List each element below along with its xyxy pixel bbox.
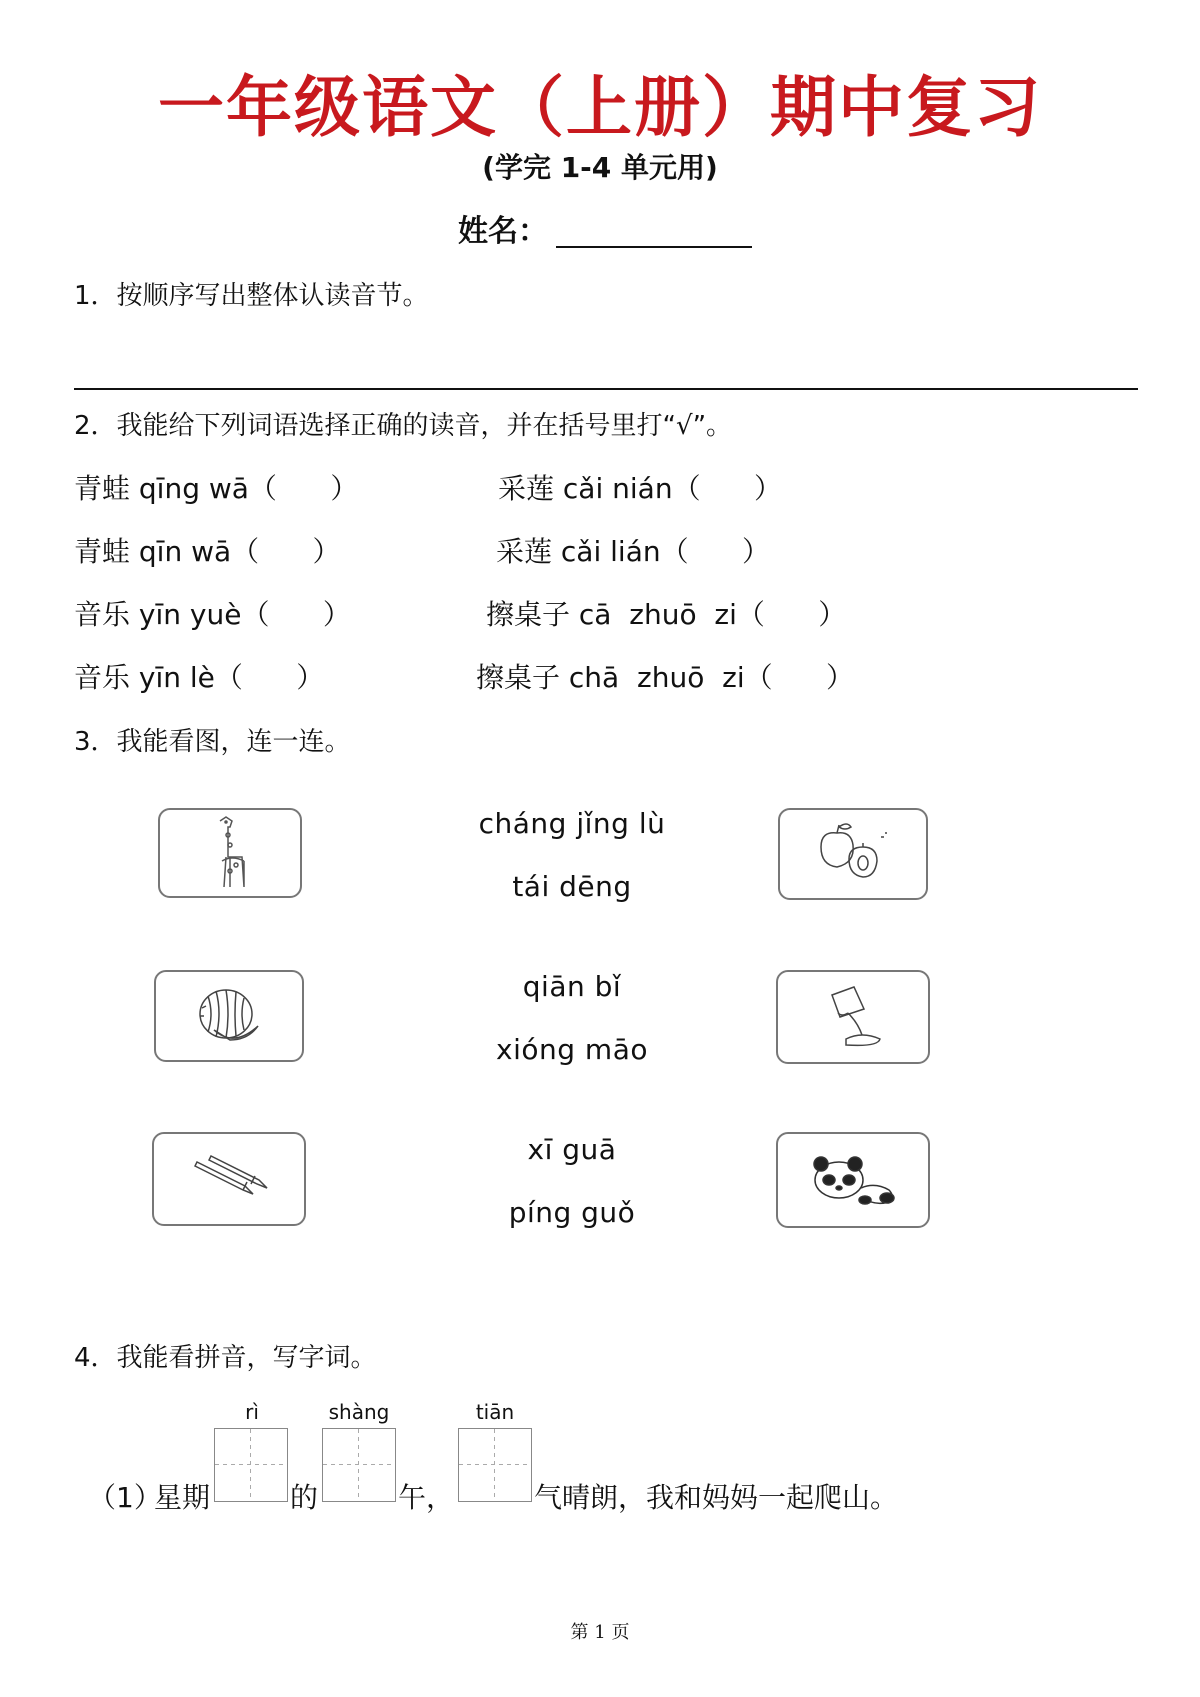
write-box-shang[interactable] — [322, 1428, 396, 1502]
page-number: 第 1 页 — [570, 1622, 630, 1643]
desk-lamp-icon — [818, 979, 888, 1055]
hint-pinyin-shang: shàng — [328, 1400, 390, 1424]
pinyin-ping-guo[interactable]: píng guǒ — [508, 1196, 636, 1229]
option-cha-zhuo-zi[interactable]: 擦桌子 chā zhuō zi（ ） — [476, 661, 855, 694]
pinyin-tai-deng[interactable]: tái dēng — [512, 870, 632, 903]
write-box-tian[interactable] — [458, 1428, 532, 1502]
question-4: 4．我能看拼音，写字词。 — [74, 1343, 377, 1373]
option-cai-nian[interactable]: 采莲 cǎi nián（ ） — [498, 472, 782, 505]
option-yin-yue[interactable]: 音乐 yīn yuè（ ） — [74, 598, 351, 631]
option-qing-wa[interactable]: 青蛙 qīng wā（ ） — [74, 472, 359, 505]
question-3: 3．我能看图，连一连。 — [74, 727, 351, 757]
apples-picture-card[interactable] — [778, 808, 928, 900]
watermelon-icon — [194, 986, 264, 1046]
desk-lamp-picture-card[interactable] — [776, 970, 930, 1064]
sentence-part-3: 午， — [398, 1481, 455, 1514]
pinyin-xiong-mao[interactable]: xióng māo — [496, 1033, 648, 1066]
name-label: 姓名： — [458, 214, 548, 249]
sentence-part-1: 星期 — [154, 1481, 211, 1514]
name-blank-line[interactable] — [556, 246, 752, 248]
sentence-part-4: 气晴朗，我和妈妈一起爬山。 — [534, 1481, 899, 1514]
page-subtitle: (学完 1-4 单元用) — [482, 151, 718, 184]
sentence-part-2: 的 — [290, 1481, 319, 1514]
panda-picture-card[interactable] — [776, 1132, 930, 1228]
hint-pinyin-tian: tiān — [475, 1400, 515, 1424]
pinyin-qian-bi[interactable]: qiān bǐ — [522, 970, 622, 1003]
pencils-picture-card[interactable] — [152, 1132, 306, 1226]
write-box-ri[interactable] — [214, 1428, 288, 1502]
sentence-number: （1） — [88, 1481, 162, 1514]
option-cai-lian[interactable]: 采莲 cǎi lián（ ） — [496, 535, 770, 568]
option-qin-wa[interactable]: 青蛙 qīn wā（ ） — [74, 535, 341, 568]
apples-icon — [813, 819, 893, 889]
option-ca-zhuo-zi[interactable]: 擦桌子 cā zhuō zi（ ） — [486, 598, 847, 631]
giraffe-icon — [200, 813, 260, 893]
pencils-icon — [189, 1154, 269, 1204]
giraffe-picture-card[interactable] — [158, 808, 302, 898]
question-1: 1．按顺序写出整体认读音节。 — [74, 281, 429, 311]
pinyin-chang-jing-lu[interactable]: cháng jǐng lù — [478, 807, 666, 840]
panda-icon — [805, 1150, 901, 1210]
page-title: 一年级语文（上册）期中复习 — [158, 69, 1042, 146]
pinyin-xi-gua[interactable]: xī guā — [527, 1133, 617, 1166]
option-yin-le[interactable]: 音乐 yīn lè（ ） — [74, 661, 325, 694]
question-2: 2．我能给下列词语选择正确的读音，并在括号里打“√”。 — [74, 411, 733, 441]
watermelon-picture-card[interactable] — [154, 970, 304, 1062]
hint-pinyin-ri: rì — [245, 1400, 259, 1424]
answer-line[interactable] — [74, 388, 1138, 390]
